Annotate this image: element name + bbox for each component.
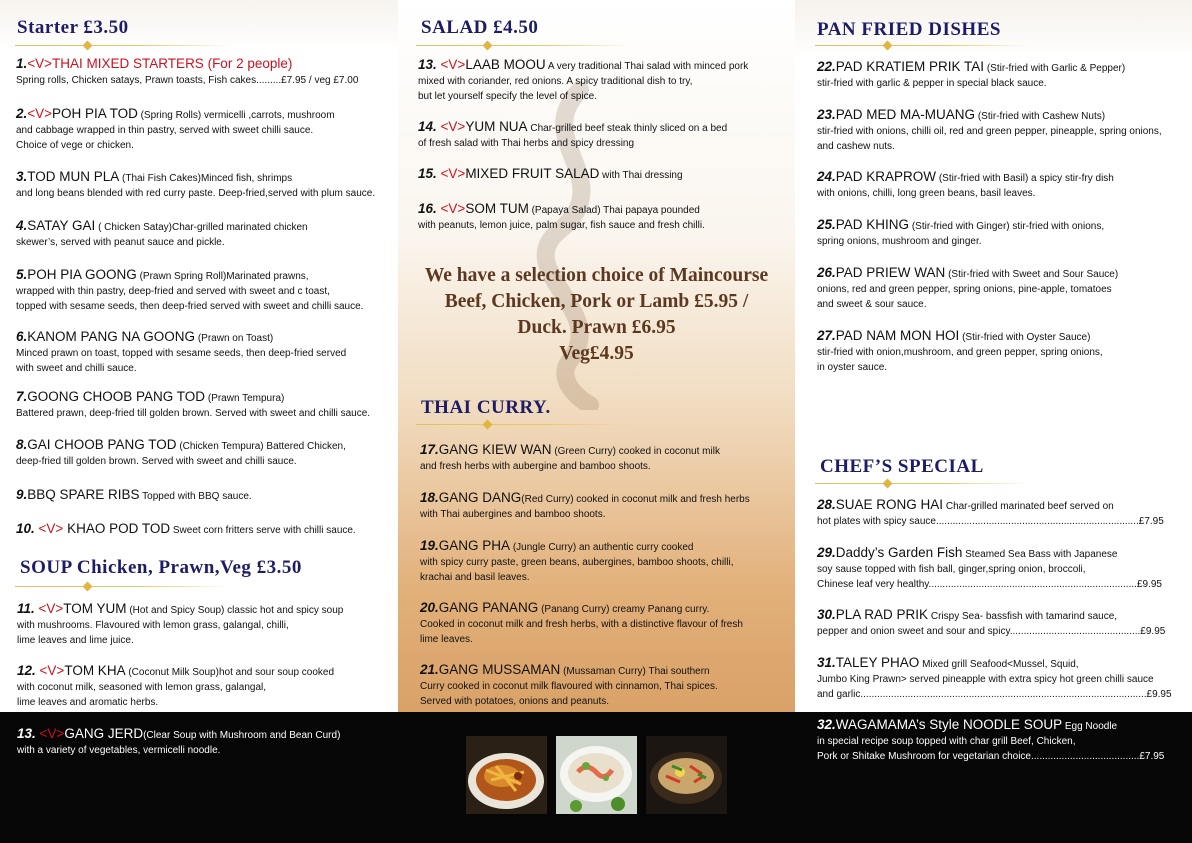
item-name: GANG KIEW WAN xyxy=(438,442,552,457)
item-number: 10. xyxy=(16,521,35,536)
menu-item-title xyxy=(17,726,341,741)
item-number: 18. xyxy=(420,490,439,505)
item-subtitle: Topped with BBQ sauce. xyxy=(139,491,252,502)
menu-item xyxy=(16,217,308,250)
menu-item-title xyxy=(16,329,274,344)
item-name: POH PIA TOD xyxy=(52,106,138,121)
menu-item xyxy=(817,264,1118,312)
item-number: 19. xyxy=(420,538,439,553)
menu-item-title xyxy=(420,490,750,505)
curry-divider xyxy=(416,424,631,425)
menu-item-title xyxy=(817,265,1119,280)
item-number: 16. xyxy=(418,201,437,216)
menu-item xyxy=(16,520,356,538)
item-subtitle: (Mussaman Curry) Thai southern xyxy=(560,666,710,677)
menu-item-title xyxy=(16,106,335,121)
item-name: PAD KRAPROW xyxy=(835,169,937,184)
vegetarian-tag: <V> xyxy=(436,119,466,134)
menu-item xyxy=(16,328,346,376)
item-name: PAD PRIEW WAN xyxy=(835,265,946,280)
item-name: PAD KRATIEM PRIK TAI xyxy=(835,59,985,74)
item-number: 5. xyxy=(16,267,28,282)
menu-item-title xyxy=(817,655,1079,670)
menu-item-title xyxy=(420,538,694,553)
menu-item-title xyxy=(16,218,308,233)
item-name: WAGAMAMA’s Style NOODLE SOUP xyxy=(835,717,1063,732)
maincourse-promo xyxy=(408,263,785,367)
chefs-special-heading: CHEF’S SPECIAL xyxy=(820,456,984,477)
menu-item-title xyxy=(420,662,710,677)
item-subtitle: (Panang Curry) creamy Panang curry. xyxy=(538,604,710,615)
salad-heading: SALAD £4.50 xyxy=(421,17,539,38)
promo-line: Beef, Chicken, Pork or Lamb £5.95 / xyxy=(444,291,749,312)
item-description: spring onions, mushroom and ginger. xyxy=(817,236,982,247)
menu-item-title xyxy=(16,487,252,502)
menu-item-title xyxy=(817,59,1126,74)
item-name: PLA RAD PRIK xyxy=(835,607,929,622)
item-description: deep-fried till golden brown. Served with sweet and chilli sauce. xyxy=(16,456,297,467)
item-number: 7. xyxy=(16,389,28,404)
item-name: BBQ SPARE RIBS xyxy=(27,487,140,502)
item-description: with coconut milk, seasoned with lemon grass, galangal, lime leaves and aromatic herbs. xyxy=(17,682,267,708)
item-name: TOD MUN PLA xyxy=(27,169,120,184)
item-number: 26. xyxy=(817,265,836,280)
menu-item xyxy=(16,55,358,88)
item-description: mixed with coriander, red onions. A spicy traditional dish to try, but let yourself specify the level of spice. xyxy=(418,76,693,102)
item-name: PAD MED MA-MUANG xyxy=(835,107,976,122)
item-subtitle: ( Chicken Satay)Char-grilled marinated chicken xyxy=(95,222,308,233)
item-subtitle: (Clear Soup with Mushroom and Bean Curd) xyxy=(143,730,341,741)
menu-item xyxy=(420,489,750,522)
menu-item-title xyxy=(16,437,346,452)
item-description: and cabbage wrapped in thin pastry, served with sweet chilli sauce. Choice of vege or chicken. xyxy=(16,125,314,151)
item-number: 23. xyxy=(817,107,836,122)
item-number: 29. xyxy=(817,545,836,560)
menu-item xyxy=(420,537,734,585)
item-subtitle: (Hot and Spicy Soup) classic hot and spicy soup xyxy=(126,605,344,616)
menu-item xyxy=(16,168,375,201)
item-description: Minced prawn on toast, topped with sesame seeds, then deep-fried served with sweet and chilli sauce. xyxy=(16,348,347,374)
item-description: stir-fried with onion,mushroom, and green pepper, spring onions, in oyster sauce. xyxy=(817,347,1103,373)
starter-divider xyxy=(15,45,230,46)
item-description: onions, red and green pepper, spring onions, pine-apple, tomatoes and sweet & sour sauce. xyxy=(817,284,1112,310)
tom-yum-soup-photo xyxy=(556,736,637,814)
item-name: SOM TUM xyxy=(465,201,529,216)
item-subtitle: (Prawn Tempura) xyxy=(205,393,285,404)
menu-item-title xyxy=(420,600,710,615)
item-subtitle: Sweet corn fritters serve with chilli sauce. xyxy=(170,525,356,536)
item-number: 30. xyxy=(817,607,836,622)
item-number: 22. xyxy=(817,59,836,74)
item-description: Curry cooked in coconut milk flavoured with cinnamon, Thai spices. Served with potatoes, onions and peanuts. xyxy=(420,681,718,707)
item-number: 20. xyxy=(420,600,439,615)
item-description: with a variety of vegetables, vermicelli noodle. xyxy=(17,745,221,756)
menu-item xyxy=(16,105,335,153)
item-name: YUM NUA xyxy=(465,119,528,134)
item-name: TOM KHA xyxy=(64,663,126,678)
item-name: SATAY GAI xyxy=(27,218,96,233)
item-description: stir-fried with garlic & pepper in special black sauce. xyxy=(817,78,1047,89)
item-number: 17. xyxy=(420,442,439,457)
vegetarian-tag: <V> xyxy=(35,726,65,741)
item-subtitle: (Jungle Curry) an authentic curry cooked xyxy=(510,542,694,553)
menu-item-title xyxy=(817,169,1114,184)
item-number: 6. xyxy=(16,329,28,344)
item-description: Spring rolls, Chicken satays, Prawn toasts, Fish cakes.........£7.95 / veg £7.00 xyxy=(16,75,359,86)
item-number: 28. xyxy=(817,497,836,512)
item-description: Cooked in coconut milk and fresh herbs, with a distinctive flavour of fresh lime leaves. xyxy=(420,619,743,645)
menu-item xyxy=(16,266,363,314)
item-name: GOONG CHOOB PANG TOD xyxy=(27,389,206,404)
curry-heading: THAI CURRY. xyxy=(421,397,551,418)
menu-item-title xyxy=(817,497,1114,512)
menu-item-title xyxy=(16,267,309,282)
item-number: 4. xyxy=(16,218,28,233)
menu-item-title xyxy=(817,717,1118,732)
item-description: and long beans blended with red curry paste. Deep-fried,served with plum sauce. xyxy=(16,188,376,199)
item-name: PAD NAM MON HOI xyxy=(835,328,960,343)
item-subtitle: (Papaya Salad) Thai papaya pounded xyxy=(528,205,700,216)
item-subtitle: Crispy Sea- bassfish with tamarind sauce, xyxy=(928,611,1118,622)
soup-divider xyxy=(15,586,230,587)
menu-item xyxy=(420,661,718,709)
item-name: GAI CHOOB PANG TOD xyxy=(27,437,177,452)
item-subtitle: Mixed grill Seafood<Mussel, Squid, xyxy=(919,659,1079,670)
menu-item-title xyxy=(817,107,1106,122)
item-name: LAAB MOOU xyxy=(465,57,546,72)
menu-item xyxy=(817,716,1164,764)
starter-heading: Starter £3.50 xyxy=(17,17,129,38)
menu-item xyxy=(817,58,1125,91)
item-name: GANG PHA xyxy=(438,538,511,553)
menu-item xyxy=(817,496,1164,529)
item-number: 15. xyxy=(418,166,437,181)
promo-line: Duck. Prawn £6.95 xyxy=(517,317,676,338)
menu-item xyxy=(17,725,340,758)
menu-item-title xyxy=(418,57,749,72)
item-description: of fresh salad with Thai herbs and spicy dressing xyxy=(418,138,635,149)
menu-item-title xyxy=(817,607,1118,622)
promo-line: We have a selection choice of Maincourse xyxy=(424,265,769,286)
menu-item xyxy=(17,662,334,710)
menu-item xyxy=(817,106,1162,154)
menu-item xyxy=(418,200,705,233)
menu-item-title xyxy=(817,328,1091,343)
item-number: 3. xyxy=(16,169,28,184)
menu-item xyxy=(817,606,1165,639)
noodle-bowl-photo xyxy=(646,736,727,814)
item-subtitle: (Red Curry) cooked in coconut milk and fresh herbs xyxy=(521,494,750,505)
item-subtitle: (Stir-fried with Ginger) stir-fried with onions, xyxy=(909,221,1105,232)
item-subtitle: (Prawn on Toast) xyxy=(195,333,274,344)
menu-item xyxy=(817,216,1104,249)
item-description: with onions, chilli, long green beans, basil leaves. xyxy=(817,188,1036,199)
chef-divider xyxy=(815,483,1030,484)
soup-heading: SOUP Chicken, Prawn,Veg £3.50 xyxy=(20,557,302,578)
pan-divider xyxy=(815,45,1030,46)
menu-item xyxy=(817,168,1114,201)
item-name: GANG PANANG xyxy=(438,600,539,615)
item-subtitle: (Stir-fried with Oyster Sauce) xyxy=(959,332,1091,343)
promo-line: Veg£4.95 xyxy=(559,343,634,364)
item-description: and fresh herbs with aubergine and bamboo shoots. xyxy=(420,461,651,472)
menu-item xyxy=(16,436,346,469)
item-description: pepper and onion sweet and sour and spicy...............................................£9.95 xyxy=(817,626,1166,637)
menu-item-title xyxy=(16,56,293,71)
menu-item xyxy=(817,654,1172,702)
item-subtitle: (Stir-fried with Cashew Nuts) xyxy=(975,111,1106,122)
menu-item xyxy=(420,599,743,647)
item-description: skewer’s, served with peanut sauce and pickle. xyxy=(16,237,225,248)
item-number: 31. xyxy=(817,655,836,670)
item-number: 14. xyxy=(418,119,437,134)
item-name: Daddy’s Garden Fish xyxy=(835,545,963,560)
item-subtitle: Char-grilled marinated beef served on xyxy=(943,501,1114,512)
item-number: 8. xyxy=(16,437,28,452)
vegetarian-tag: <V> xyxy=(35,663,65,678)
item-description: with spicy curry paste, green beans, aubergines, bamboo shoots, chilli, krachai and basil leaves. xyxy=(420,557,734,583)
curry-dish-photo xyxy=(466,736,547,814)
item-subtitle: (Chicken Tempura) Battered Chicken, xyxy=(176,441,346,452)
item-description: in special recipe soup topped with char grill Beef, Chicken, Pork or Shitake Mushroom for vegetarian choice.......................................£7.95 xyxy=(817,736,1165,762)
item-number: 24. xyxy=(817,169,836,184)
menu-item-title xyxy=(418,166,683,181)
item-description: with Thai aubergines and bamboo shoots. xyxy=(420,509,606,520)
item-subtitle: (Prawn Spring Roll)Marinated prawns, xyxy=(136,271,309,282)
menu-item xyxy=(17,600,343,648)
menu-item-title xyxy=(817,545,1118,560)
item-name: GANG MUSSAMAN xyxy=(438,662,561,677)
item-number: 11. xyxy=(17,601,35,616)
vegetarian-tag: <V> xyxy=(34,601,64,616)
item-description: with peanuts, lemon juice, palm sugar, fish sauce and fresh chilli. xyxy=(418,220,705,231)
item-subtitle: A very traditional Thai salad with minced pork xyxy=(545,61,749,72)
item-description: Battered prawn, deep-fried till golden brown. Served with sweet and chilli sauce. xyxy=(16,408,371,419)
menu-item xyxy=(418,165,683,183)
menu-item xyxy=(418,56,748,104)
item-name: KANOM PANG NA GOONG xyxy=(27,329,196,344)
menu-item xyxy=(418,118,727,151)
item-name: SUAE RONG HAI xyxy=(835,497,944,512)
item-name: KHAO POD TOD xyxy=(67,521,171,536)
vegetarian-tag: <V> xyxy=(27,106,53,121)
item-description: stir-fried with onions, chilli oil, red and green pepper, pineapple, spring onions, and cashew nuts. xyxy=(817,126,1162,152)
item-number: 27. xyxy=(817,328,836,343)
menu-item-title xyxy=(16,521,356,536)
salad-divider xyxy=(416,45,631,46)
item-number: 9. xyxy=(16,487,28,502)
menu-item xyxy=(16,486,252,504)
item-name: POH PIA GOONG xyxy=(27,267,137,282)
item-number: 2. xyxy=(16,106,28,121)
item-subtitle: Char-grilled beef steak thinly sliced on a bed xyxy=(527,123,728,134)
item-number: 13. xyxy=(418,57,437,72)
item-subtitle: (Green Curry) cooked in coconut milk xyxy=(551,446,720,457)
item-description: wrapped with thin pastry, deep-fried and served with sweet and c toast, topped with sesame seeds, then deep-fried served with sweet and chilli sauce. xyxy=(16,286,364,312)
item-subtitle: (Spring Rolls) vermicelli ,carrots, mushroom xyxy=(137,110,335,121)
menu-item-title xyxy=(418,201,700,216)
item-name: PAD KHING xyxy=(835,217,910,232)
menu-item-title xyxy=(420,442,720,457)
item-subtitle: Egg Noodle xyxy=(1062,721,1118,732)
vegetarian-tag: <V> xyxy=(34,521,68,536)
item-subtitle: (Stir-fried with Garlic & Pepper) xyxy=(984,63,1126,74)
item-number: 21. xyxy=(420,662,439,677)
vegetarian-tag: <V> xyxy=(436,166,466,181)
item-name: GANG DANG xyxy=(438,490,522,505)
item-subtitle: (Stir-fried with Sweet and Sour Sauce) xyxy=(945,269,1119,280)
menu-item xyxy=(16,388,370,421)
item-name: MIXED FRUIT SALAD xyxy=(465,166,600,181)
item-subtitle: with Thai dressing xyxy=(599,170,683,181)
menu-item-title xyxy=(418,119,728,134)
item-number: 25. xyxy=(817,217,836,232)
item-name: TOM YUM xyxy=(63,601,127,616)
menu-item xyxy=(420,441,720,474)
item-description: Jumbo King Prawn> served pineapple with extra spicy hot green chilli sauce and garlic.......................................................................................................£9.95 xyxy=(817,674,1172,700)
item-description: soy sause topped with fish ball, ginger,spring onion, broccoli, Chinese leaf very healthy...........................................................................£9.95 xyxy=(817,564,1162,590)
vegetarian-tag: <V> xyxy=(436,57,466,72)
item-number: 13. xyxy=(17,726,36,741)
menu-item-title xyxy=(817,217,1105,232)
menu-item-title xyxy=(16,389,285,404)
item-description: with mushrooms. Flavoured with lemon grass, galangal, chilli, lime leaves and lime juice. xyxy=(17,620,289,646)
pan-fried-heading: PAN FRIED DISHES xyxy=(817,19,1001,40)
item-number: 12. xyxy=(17,663,36,678)
item-number: 1. xyxy=(16,56,28,71)
item-name: TALEY PHAO xyxy=(835,655,920,670)
menu-item-title xyxy=(17,663,335,678)
item-subtitle: (Coconut Milk Soup)hot and sour soup cooked xyxy=(125,667,335,678)
item-number: 32. xyxy=(817,717,836,732)
menu-item xyxy=(817,327,1103,375)
item-name: GANG JERD xyxy=(64,726,144,741)
item-name: THAI MIXED STARTERS (For 2 people) xyxy=(52,56,293,71)
vegetarian-tag: <V> xyxy=(436,201,466,216)
item-subtitle: (Stir-fried with Basil) a spicy stir-fry dish xyxy=(936,173,1114,184)
vegetarian-tag: <V> xyxy=(27,56,53,71)
menu-item xyxy=(817,544,1162,592)
item-subtitle: (Thai Fish Cakes)Minced fish, shrimps xyxy=(119,173,293,184)
menu-item-title xyxy=(16,169,293,184)
menu-item-title xyxy=(17,601,344,616)
item-subtitle: Steamed Sea Bass with Japanese xyxy=(962,549,1118,560)
item-description: hot plates with spicy sauce.........................................................................£7.95 xyxy=(817,516,1164,527)
